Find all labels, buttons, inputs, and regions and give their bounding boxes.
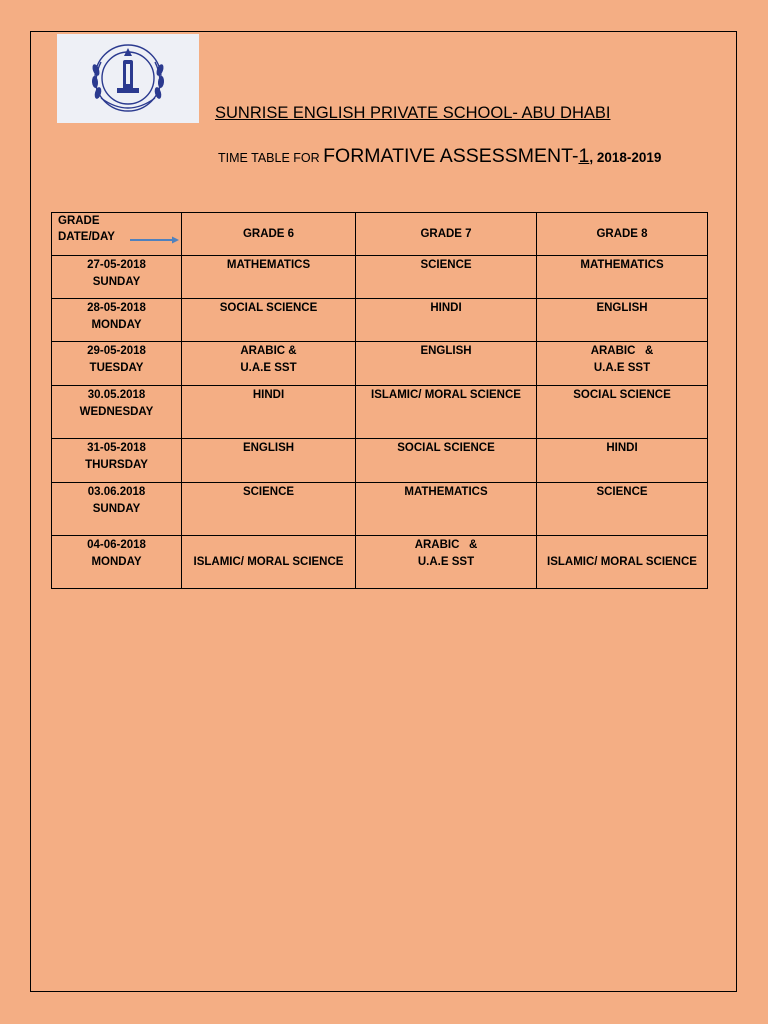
- right-arrow-icon: [130, 236, 180, 244]
- subject-cell: [356, 342, 537, 386]
- subject-cell: [182, 483, 356, 536]
- table-row: [52, 299, 708, 342]
- subject-cell: [537, 342, 708, 386]
- date-text: 30.05.2018: [87, 389, 146, 401]
- subject-text: U.A.E SST: [417, 556, 475, 568]
- subject-text: MATHEMATICS: [404, 486, 488, 498]
- subject-text: HINDI: [430, 302, 462, 314]
- day-text: MONDAY: [91, 319, 142, 331]
- date-cell: [52, 536, 182, 589]
- table-row: [52, 536, 708, 589]
- table-row: [52, 439, 708, 483]
- subtitle-prefix: TIME TABLE FOR: [218, 151, 324, 165]
- corner-grade-label: GRADE: [58, 215, 100, 227]
- day-text: TUESDAY: [89, 362, 144, 374]
- subject-cell: [537, 256, 708, 299]
- subject-text: SOCIAL SCIENCE: [219, 302, 318, 314]
- subject-cell: [356, 483, 537, 536]
- subject-cell: [537, 299, 708, 342]
- subject-text: ENGLISH: [420, 345, 472, 357]
- subject-cell: [356, 536, 537, 589]
- subject-text: SCIENCE: [242, 486, 295, 498]
- subject-text: U.A.E SST: [240, 362, 297, 374]
- subject-cell: [537, 386, 708, 439]
- date-text: 29-05-2018: [87, 345, 146, 357]
- subject-cell: [182, 342, 356, 386]
- day-text: THURSDAY: [85, 459, 148, 471]
- subject-cell: [182, 256, 356, 299]
- day-text: WEDNESDAY: [79, 406, 154, 418]
- table-row: [52, 483, 708, 536]
- subject-text: MATHEMATICS: [226, 259, 311, 271]
- exam-timetable: [51, 212, 708, 589]
- subject-text: ISLAMIC/ MORAL SCIENCE: [193, 555, 344, 568]
- subject-cell: [356, 299, 537, 342]
- corner-header: [52, 213, 182, 256]
- date-text: 28-05-2018: [87, 302, 146, 314]
- subject-text: ARABIC &: [590, 345, 654, 357]
- school-logo: [57, 34, 199, 123]
- table-header-row: [52, 213, 708, 256]
- date-text: 31-05-2018: [87, 442, 146, 454]
- date-text: 27-05-2018: [87, 259, 146, 271]
- subject-cell: [537, 439, 708, 483]
- corner-date-label: DATE/DAY: [58, 231, 115, 243]
- subject-text: HINDI: [252, 389, 285, 401]
- timetable-subtitle: [218, 143, 661, 171]
- date-text: 03.06.2018: [87, 486, 146, 498]
- subject-cell: [182, 536, 356, 589]
- subject-text: ENGLISH: [242, 442, 295, 454]
- subtitle-number: 1: [578, 145, 590, 167]
- subject-text: SCIENCE: [420, 259, 472, 271]
- date-cell: [52, 299, 182, 342]
- subject-text: ENGLISH: [596, 302, 648, 314]
- subject-text: MATHEMATICS: [580, 259, 664, 271]
- subtitle-main: FORMATIVE ASSESSMENT-: [323, 145, 579, 167]
- date-text: 04-06-2018: [87, 539, 146, 551]
- subject-cell: [356, 256, 537, 299]
- day-text: MONDAY: [91, 556, 142, 568]
- table-row: [52, 386, 708, 439]
- date-cell: [52, 256, 182, 299]
- table-row: [52, 342, 708, 386]
- subject-cell: [182, 386, 356, 439]
- subject-text: SOCIAL SCIENCE: [573, 389, 671, 401]
- date-cell: [52, 439, 182, 483]
- subject-cell: [537, 483, 708, 536]
- subject-text: SOCIAL SCIENCE: [397, 442, 495, 454]
- school-name-title: SUNRISE ENGLISH PRIVATE SCHOOL- ABU DHABI: [215, 104, 611, 122]
- column-header-grade-7: GRADE 7: [356, 213, 537, 256]
- date-cell: [52, 342, 182, 386]
- column-header-grade-6: GRADE 6: [182, 213, 356, 256]
- date-cell: [52, 386, 182, 439]
- day-text: SUNDAY: [92, 276, 141, 288]
- subject-cell: [182, 439, 356, 483]
- date-cell: [52, 483, 182, 536]
- subject-text: ISLAMIC/ MORAL SCIENCE: [547, 555, 697, 568]
- subject-cell: [537, 536, 708, 589]
- subtitle-year: , 2018-2019: [589, 150, 662, 165]
- school-crest-logo-icon: [57, 34, 199, 123]
- column-header-grade-8: GRADE 8: [537, 213, 708, 256]
- subject-text: SCIENCE: [596, 486, 648, 498]
- subject-text: ARABIC &: [240, 345, 297, 357]
- subject-text: HINDI: [606, 442, 638, 454]
- subject-cell: [356, 386, 537, 439]
- subject-cell: [356, 439, 537, 483]
- subject-text: U.A.E SST: [593, 362, 651, 374]
- subject-text: ISLAMIC/ MORAL SCIENCE: [371, 389, 521, 401]
- subject-text: ARABIC &: [414, 539, 478, 551]
- table-row: [52, 256, 708, 299]
- subject-cell: [182, 299, 356, 342]
- day-text: SUNDAY: [92, 503, 141, 515]
